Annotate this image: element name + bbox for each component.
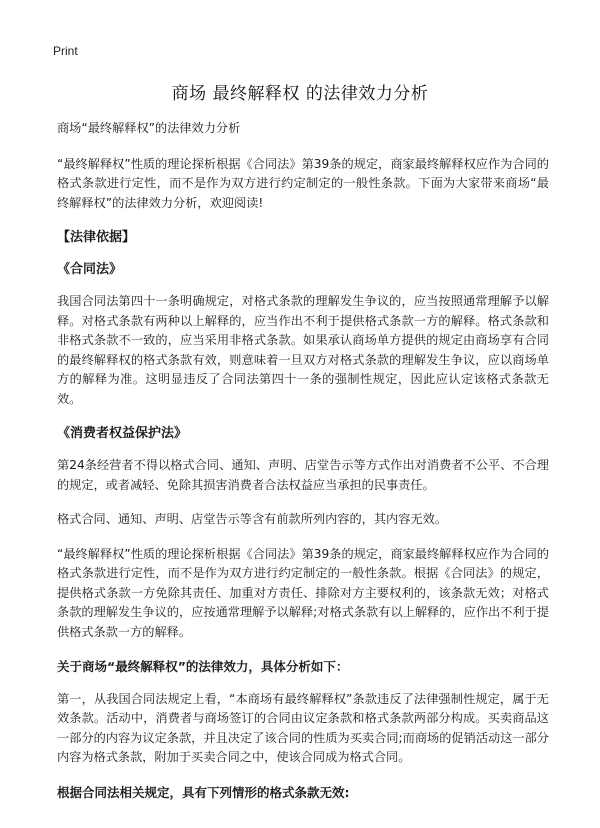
legal-basis-heading: 【法律依据】 <box>57 230 136 245</box>
invalid-clauses-heading: 根据合同法相关规定，具有下列情形的格式条款无效: <box>57 784 350 800</box>
analysis-point-1: 第一，从我国合同法规定上看，“本商场有最终解释权”条款违反了法律强制性规定，属于无效条款。活动中，消费者与商场签订的合同由议定条款和格式条款两部分构成。买卖商品这一部分的内容为议定条款，并且决定了该合同的性质为买卖合同;而商场的促销活动这一部分内容为格式条款，附加于买卖合同之中，使该合同成为格式合同。 <box>57 691 549 764</box>
analysis-intro-paragraph: “最终解释权”性质的理论探析根据《合同法》第39条的规定，商家最终解释权应作为合同的格式条款进行定性，而不是作为双方进行约定制定的一般性条款。根据《合同法》的规定，提供格式条款一方免除其责任、加重对方责任、排除对方主要权利的，该条款无效；对格式条款的理解发生争议的，应按通常理解予以解释;对格式条款有以上解释的，应作出不利于提供格式条款一方的解释。 <box>57 546 549 639</box>
document-subtitle: 商场“最终解释权”的法律效力分析 <box>57 121 241 135</box>
print-link[interactable]: Print <box>53 44 78 58</box>
intro-paragraph: “最终解释权”性质的理论探析根据《合同法》第39条的规定，商家最终解释权应作为合同的格式条款进行定性，而不是作为双方进行约定制定的一般性条款。下面为大家带来商场“最终解释权”的法律效力分析，欢迎阅读! <box>57 156 549 210</box>
analysis-heading: 关于商场“最终解释权”的法律效力，具体分析如下： <box>57 659 349 674</box>
contract-law-heading: 《合同法》 <box>57 262 123 277</box>
consumer-law-paragraph-1: 第24条经营者不得以格式合同、通知、声明、店堂告示等方式作出对消费者不公平、不合理的规定，或者减轻、免除其损害消费者合法权益应当承担的民事责任。 <box>57 458 549 492</box>
document-body <box>57 119 549 815</box>
consumer-law-heading: 《消费者权益保护法》 <box>57 426 188 441</box>
consumer-law-paragraph-2: 格式合同、通知、声明、店堂告示等含有前款所列内容的，其内容无效。 <box>57 512 447 526</box>
contract-law-paragraph: 我国合同法第四十一条明确规定，对格式条款的理解发生争议的，应当按照通常理解予以解释。对格式条款有两种以上解释的，应当作出不利于提供格式条款一方的解释。格式条款和非格式条款不一致的，应当采用非格式条款。如果承认商场单方提供的规定由商场享有合同的最终解释权的格式条款有效，则意味着一旦双方对格式条款的理解发生争议，应以商场单方的解释为准。这明显违反了合同法第四十一条的强制性规定，因此应认定该格式条款无效。 <box>57 294 549 406</box>
document-title: 商场 最终解释权 的法律效力分析 <box>171 84 429 104</box>
